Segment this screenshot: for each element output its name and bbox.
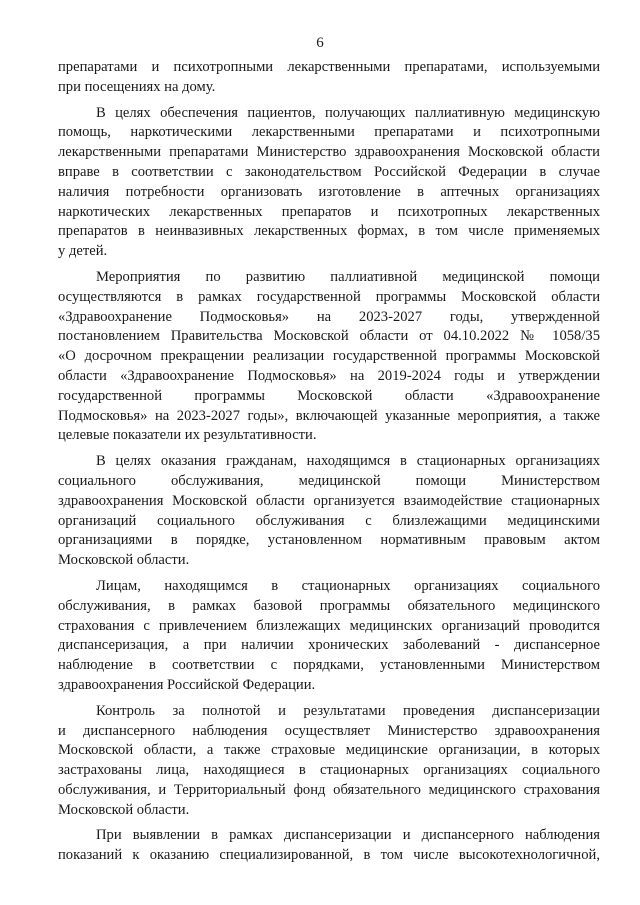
text-line: наркотических лекарственных препаратов и психотропных лекарственных bbox=[58, 203, 600, 220]
text-line: Московской области. bbox=[58, 552, 190, 569]
text-line: наличия потребности организовать изготовление в аптечных организациях bbox=[58, 183, 600, 200]
text-line: Контроль за полнотой и результатами проведения диспансеризации bbox=[96, 702, 600, 719]
text-line: здравоохранения Московской области организуется взаимодействие стационарных bbox=[58, 492, 600, 509]
text-line: у детей. bbox=[58, 243, 108, 260]
text-line: Подмосковья» на 2023-2027 годы», включающей указанные мероприятия, а также bbox=[58, 407, 600, 424]
text-line: «Здравоохранение Подмосковья» на 2023-2027 годы, утвержденной bbox=[58, 308, 600, 325]
text-line: при посещениях на дому. bbox=[58, 78, 216, 95]
text-line: препаратов в неинвазивных лекарственных формах, в том числе применяемых bbox=[58, 223, 600, 240]
text-line: области «Здравоохранение Подмосковья» на 2019-2024 годы и утверждении bbox=[58, 367, 600, 384]
text-line: социального обслуживания, медицинской помощи Министерством bbox=[58, 472, 600, 489]
text-line: Лицам, находящимся в стационарных организациях социального bbox=[96, 577, 600, 594]
text-line: диспансеризация, а при наличии хронических заболеваний - диспансерное bbox=[58, 637, 600, 654]
text-line: Мероприятия по развитию паллиативной медицинской помощи bbox=[96, 268, 600, 285]
text-line: В целях обеспечения пациентов, получающих паллиативную медицинскую bbox=[96, 104, 600, 121]
document-body bbox=[58, 58, 600, 866]
text-line: При выявлении в рамках диспансеризации и диспансерного наблюдения bbox=[96, 827, 600, 844]
text-line: Московской области, а также страховые медицинские организации, в которых bbox=[58, 742, 600, 759]
text-line: помощь, наркотическими лекарственными препаратами и психотропными bbox=[58, 124, 600, 141]
text-line: В целях оказания гражданам, находящимся в стационарных организациях bbox=[96, 453, 600, 470]
text-line: постановлением Правительства Московской области от 04.10.2022 № 1058/35 bbox=[58, 328, 600, 345]
text-line: Московской области. bbox=[58, 801, 190, 818]
text-line: показаний к оказанию специализированной, в том числе высокотехнологичной, bbox=[58, 847, 600, 864]
text-line: лекарственными препаратами Министерство здравоохранения Московской области bbox=[58, 144, 600, 161]
page-number: 6 bbox=[316, 35, 324, 51]
text-line: застрахованы лица, находящиеся в стационарных организациях социального bbox=[58, 762, 600, 779]
text-line: обслуживания, в рамках базовой программы обязательного медицинского bbox=[58, 597, 600, 614]
text-line: организациями в порядке, установленном нормативным правовым актом bbox=[58, 532, 600, 549]
text-line: «О досрочном прекращении реализации государственной программы Московской bbox=[58, 348, 600, 365]
text-line: осуществляются в рамках государственной программы Московской области bbox=[58, 288, 600, 305]
text-line: организаций социального обслуживания с близлежащими медицинскими bbox=[58, 512, 600, 529]
text-line: страхования с привлечением близлежащих медицинских организаций проводится bbox=[58, 617, 600, 634]
text-line: вправе в соответствии с законодательством Российской Федерации в случае bbox=[58, 163, 600, 180]
text-line: препаратами и психотропными лекарственными препаратами, используемыми bbox=[58, 59, 600, 75]
text-line: здравоохранения Российской Федерации. bbox=[58, 676, 316, 693]
text-line: наблюдение в соответствии с порядками, установленными Министерством bbox=[58, 657, 600, 674]
text-line: и диспансерного наблюдения осуществляет Министерство здравоохранения bbox=[58, 722, 600, 739]
text-line: государственной программы Московской области «Здравоохранение bbox=[58, 387, 600, 404]
text-line: целевые показатели их результативности. bbox=[58, 427, 317, 444]
text-line: обслуживания, и Территориальный фонд обязательного медицинского страхования bbox=[58, 781, 600, 798]
